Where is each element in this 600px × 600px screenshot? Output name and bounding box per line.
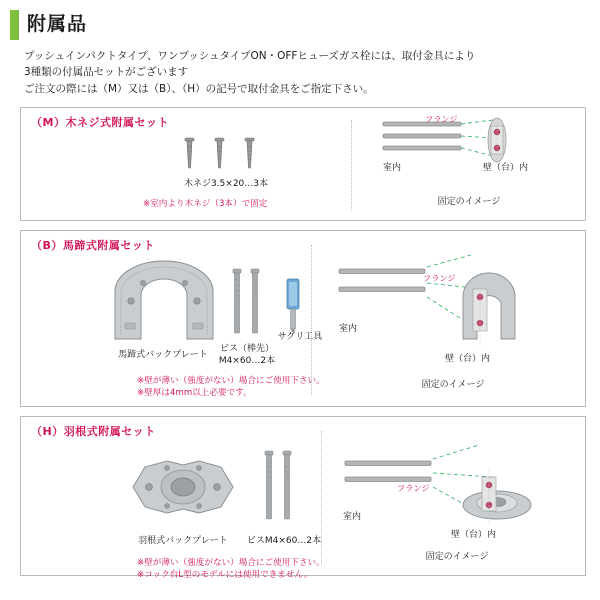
intro-paragraph bbox=[24, 48, 590, 97]
section-b-fixing-diagram bbox=[331, 253, 546, 365]
section-m-note: ※室内より木ネジ（3本）で固定 bbox=[143, 198, 268, 209]
section-m-image-caption: 固定のイメージ bbox=[437, 196, 501, 207]
section-b-wall-label: 壁（台）内 bbox=[445, 353, 491, 364]
section-m-part-caption: 木ネジ3.5×20…3本 bbox=[183, 178, 269, 189]
section-m-fixing-diagram bbox=[373, 113, 553, 194]
section-b-title: （B）馬蹄式附属セット bbox=[31, 238, 155, 252]
section-h-title: （H）羽根式附属セット bbox=[31, 424, 156, 438]
section-h bbox=[20, 416, 586, 580]
section-m-divider bbox=[351, 120, 352, 210]
section-h-note-1: ※壁が薄い（強度がない）場合にご使用下さい。 bbox=[137, 557, 325, 568]
section-b bbox=[20, 230, 586, 407]
section-h-image-caption: 固定のイメージ bbox=[425, 551, 489, 562]
section-h-flange-label: フランジ bbox=[397, 482, 430, 493]
wing-backplate-illustration bbox=[127, 453, 239, 525]
section-h-indoor-label: 室内 bbox=[343, 511, 362, 522]
bolt-m4-illustration bbox=[227, 267, 267, 339]
section-b-part-caption-2b: M4×60…2本 bbox=[218, 355, 276, 366]
section-b-divider bbox=[311, 245, 312, 395]
section-b-part-caption-2a: ビス（棒先） bbox=[219, 343, 274, 354]
section-b-indoor-label: 室内 bbox=[339, 323, 358, 334]
section-b-note-1: ※壁が薄い（強度がない）場合にご使用下さい。 bbox=[137, 375, 325, 386]
section-b-flange-label: フランジ bbox=[423, 272, 456, 283]
page-title: 附属品 bbox=[27, 13, 88, 35]
section-m-flange-label: フランジ bbox=[425, 113, 458, 124]
intro-line-2: 3種類の付属品セットがございます bbox=[24, 66, 189, 79]
intro-line-3: ご注文の際には（M）又は（B）、（H）の記号で取付金具をご指定下さい。 bbox=[24, 82, 374, 95]
section-m-wall-label: 壁（台）内 bbox=[483, 162, 529, 173]
section-h-part-caption-1: 羽根式バックプレート bbox=[138, 535, 228, 546]
page-header bbox=[10, 10, 590, 40]
section-b-part-caption-1: 馬蹄式バックプレート bbox=[118, 349, 208, 360]
header-accent-bar bbox=[10, 10, 19, 40]
section-h-note-2: ※コック台L型のモデルには使用できません。 bbox=[137, 569, 313, 580]
section-h-wall-label: 壁（台）内 bbox=[451, 529, 497, 540]
horseshoe-backplate-illustration bbox=[109, 261, 219, 343]
sagging-tool-illustration bbox=[279, 277, 309, 333]
section-h-part-caption-2: ビスM4×60…2本 bbox=[246, 535, 322, 546]
section-b-part-caption-3: サグリ工具 bbox=[277, 331, 323, 342]
section-m-title: （M）木ネジ式附属セット bbox=[31, 115, 169, 129]
wood-screw-illustration bbox=[171, 136, 281, 176]
intro-line-1: プッシュインパクトタイプ、ワンプッシュタイプON・OFFヒューズガス栓には、取付金具により bbox=[24, 50, 476, 62]
section-m bbox=[20, 107, 586, 221]
section-h-fixing-diagram bbox=[337, 443, 547, 547]
section-b-note-2: ※壁厚は4mm以上必要です。 bbox=[137, 387, 252, 398]
section-b-image-caption: 固定のイメージ bbox=[421, 379, 485, 390]
bolt-m4-illustration-h bbox=[259, 449, 299, 527]
section-m-indoor-label: 室内 bbox=[383, 162, 402, 173]
